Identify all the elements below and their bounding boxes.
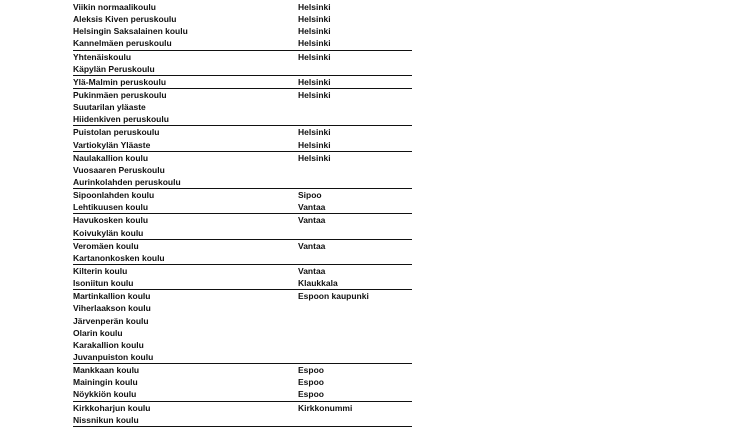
school-name: Havukosken koulu	[73, 215, 149, 226]
city-name: Vantaa	[298, 240, 326, 251]
city-name: Helsinki	[298, 51, 331, 62]
table-row	[73, 37, 412, 50]
table-row	[73, 364, 412, 376]
table-row	[73, 113, 412, 126]
table-row	[73, 414, 412, 427]
school-name: Suutarilan yläaste	[73, 102, 146, 113]
city-name: Sipoo	[298, 190, 322, 201]
school-name: Ylä-Malmin peruskoulu	[73, 76, 167, 87]
school-name: Kirkkoharjun koulu	[73, 402, 151, 413]
table-row	[73, 189, 412, 201]
table-row	[73, 76, 412, 89]
city-name: Helsinki	[298, 127, 331, 138]
table-row	[73, 265, 412, 277]
table-row	[73, 302, 412, 314]
city-name: Helsinki	[298, 76, 331, 87]
table-row	[73, 1, 412, 13]
city-name: Helsinki	[298, 139, 331, 150]
city-name: Kirkkonummi	[298, 402, 353, 413]
city-name: Helsinki	[298, 89, 331, 100]
school-name: Karakallion koulu	[73, 339, 144, 350]
school-name: Isoniitun koulu	[73, 278, 134, 289]
school-name: Aleksis Kiven peruskoulu	[73, 14, 177, 25]
city-name: Helsinki	[298, 152, 331, 163]
school-name: Viherlaakson koulu	[73, 303, 151, 314]
table-row	[73, 277, 412, 290]
school-name: Järvenperän koulu	[73, 315, 149, 326]
table-row	[73, 227, 412, 240]
school-name: Pukinmäen peruskoulu	[73, 89, 167, 100]
city-name: Klaukkala	[298, 278, 338, 289]
table-row	[73, 376, 412, 388]
school-name: Vartiokylän Yläaste	[73, 139, 151, 150]
table-row	[73, 139, 412, 152]
table-row	[73, 152, 412, 164]
city-name: Vantaa	[298, 202, 326, 213]
school-name: Puistolan peruskoulu	[73, 127, 160, 138]
school-name: Martinkallion koulu	[73, 291, 151, 302]
school-name: Nissnikun koulu	[73, 414, 139, 425]
school-name: Nöykkiön koulu	[73, 389, 137, 400]
table-row	[73, 402, 412, 414]
school-table	[73, 1, 412, 427]
school-name: Lehtikuusen koulu	[73, 202, 149, 213]
school-name: Helsingin Saksalainen koulu	[73, 26, 188, 37]
table-row	[73, 164, 412, 176]
school-name: Aurinkolahden peruskoulu	[73, 176, 181, 187]
table-row	[73, 327, 412, 339]
table-row	[73, 351, 412, 364]
table-row	[73, 214, 412, 226]
table-row	[73, 101, 412, 113]
table-row	[73, 51, 412, 63]
table-row	[73, 388, 412, 401]
city-name: Espoo	[298, 365, 324, 376]
school-name: Juvanpuiston koulu	[73, 351, 154, 362]
school-name: Hiidenkiven peruskoulu	[73, 114, 169, 125]
table-row	[73, 315, 412, 327]
table-row	[73, 290, 412, 302]
city-name: Helsinki	[298, 2, 331, 12]
school-name: Vuosaaren Peruskoulu	[73, 164, 165, 175]
city-name: Espoo	[298, 389, 324, 400]
school-name: Kannelmäen peruskoulu	[73, 38, 172, 49]
city-name: Vantaa	[298, 215, 326, 226]
table-row	[73, 25, 412, 37]
school-name: Mainingin koulu	[73, 377, 138, 388]
school-name: Viikin normaalikoulu	[73, 2, 156, 12]
city-name: Helsinki	[298, 14, 331, 25]
school-name: Kartanonkosken koulu	[73, 252, 165, 263]
table-row	[73, 176, 412, 189]
school-name: Kilterin koulu	[73, 265, 128, 276]
table-row	[73, 126, 412, 138]
school-name: Naulakallion koulu	[73, 152, 149, 163]
school-name: Koivukylän koulu	[73, 227, 144, 238]
school-name: Veromäen koulu	[73, 240, 139, 251]
table-row	[73, 89, 412, 101]
school-name: Yhtenäiskoulu	[73, 51, 132, 62]
city-name: Helsinki	[298, 38, 331, 49]
city-name: Espoo	[298, 377, 324, 388]
table-row	[73, 339, 412, 351]
school-name: Mankkaan koulu	[73, 365, 140, 376]
table-row	[73, 13, 412, 25]
city-name: Espoon kaupunki	[298, 291, 369, 302]
table-row	[73, 201, 412, 214]
city-name: Helsinki	[298, 26, 331, 37]
school-name: Sipoonlahden koulu	[73, 190, 155, 201]
table-row	[73, 252, 412, 265]
table-row	[73, 63, 412, 76]
table-row	[73, 240, 412, 252]
school-name: Olarin koulu	[73, 327, 123, 338]
school-name: Käpylän Peruskoulu	[73, 63, 155, 74]
city-name: Vantaa	[298, 265, 326, 276]
